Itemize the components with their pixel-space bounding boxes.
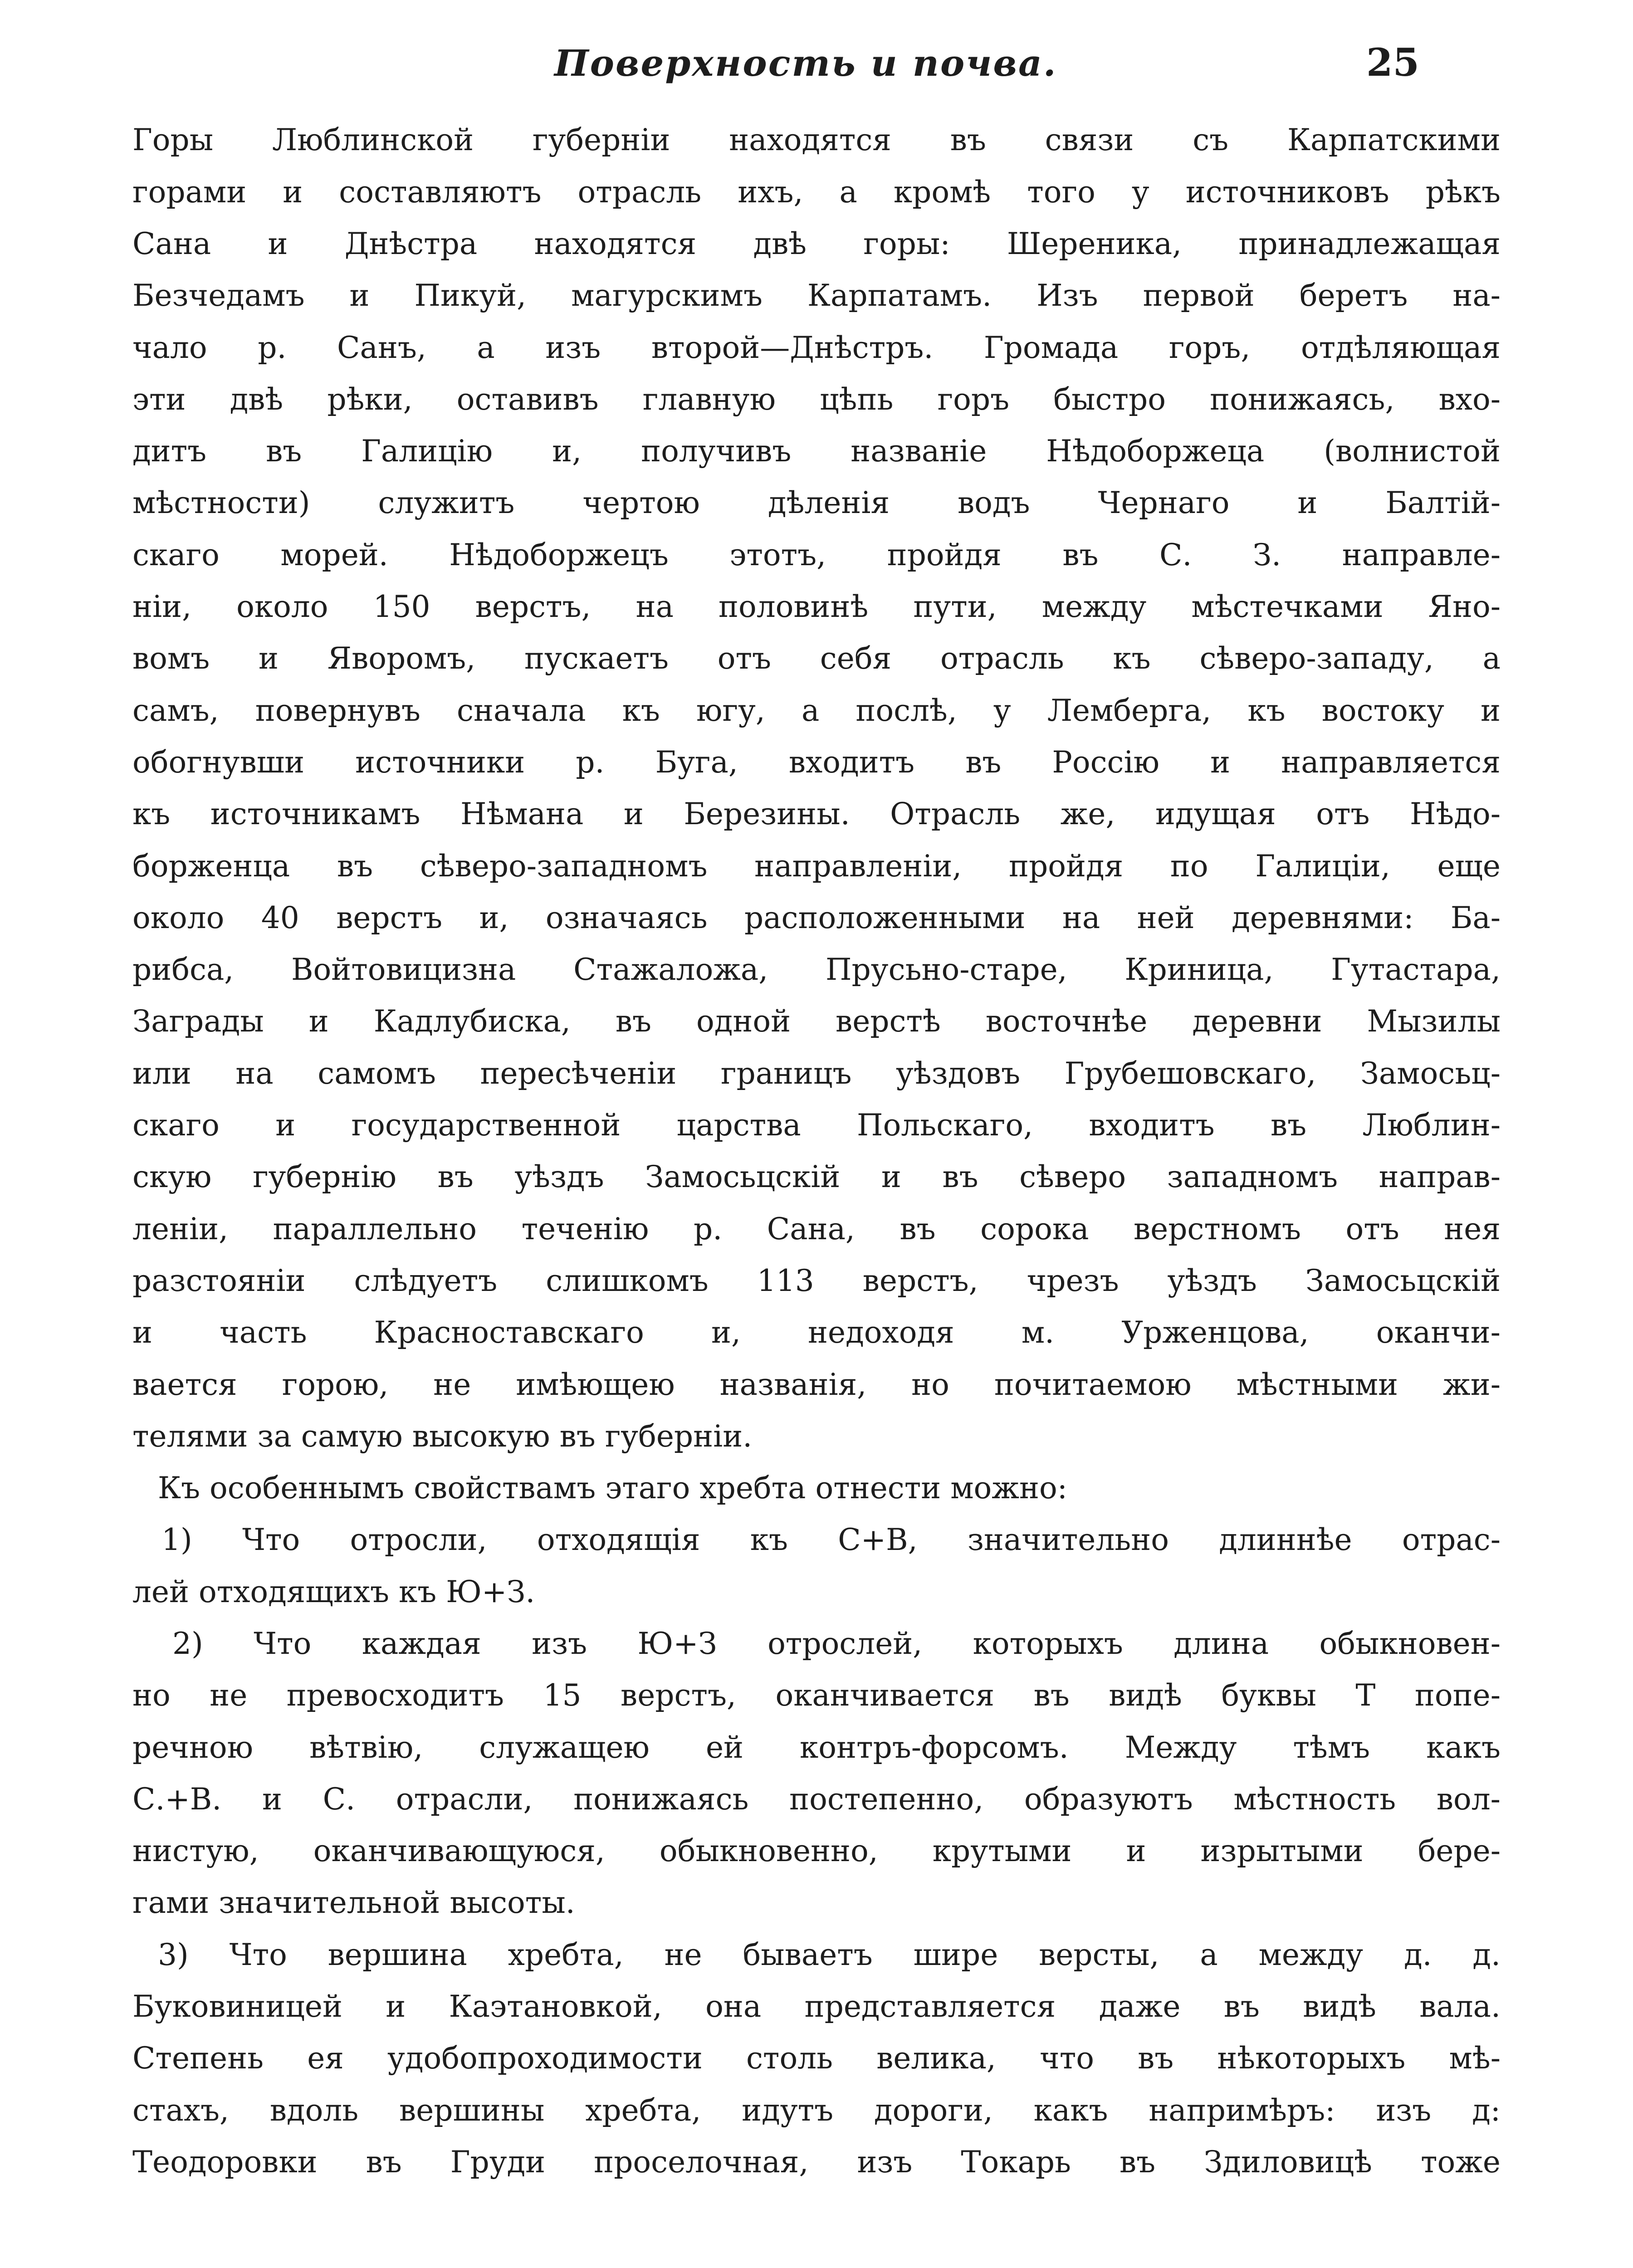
text-line: леніи, параллельно теченію р. Сана, въ сорока верстномъ отъ нея — [132, 1212, 1501, 1246]
text-line: скую губернію въ уѣздъ Замосьцскій и въ сѣверо западномъ направ- — [132, 1159, 1501, 1194]
text-line: самъ, повернувъ сначала къ югу, а послѣ, у Лемберга, къ востоку и — [132, 693, 1501, 728]
running-title: Поверхность и почва. — [554, 42, 1057, 84]
text-line: эти двѣ рѣки, оставивъ главную цѣпь горъ быстро понижаясь, вхо- — [132, 382, 1501, 417]
text-line: обогнувши источники р. Буга, входитъ въ Россію и направляется — [132, 745, 1501, 780]
text-line: Заграды и Кадлубиска, въ одной верстѣ восточнѣе деревни Мызилы — [132, 1004, 1501, 1039]
text-line: 3) Что вершина хребта, не бываетъ шире версты, а между д. д. — [158, 1937, 1501, 1972]
text-line: Буковиницей и Каэтановкой, она представляется даже въ видѣ вала. — [132, 1989, 1501, 2024]
text-line: гами значительной высоты. — [132, 1885, 575, 1920]
text-line: стахъ, вдоль вершины хребта, идутъ дороги, какъ напримѣръ: изъ д: — [132, 2093, 1501, 2128]
text-line: дитъ въ Галицію и, получивъ названіе Нѣдоборжеца (волнистой — [132, 434, 1501, 469]
text-line: 1) Что отросли, отходящія къ С+В, значительно длиннѣе отрас- — [161, 1522, 1501, 1557]
text-line: скаго и государственной царства Польскаго, входитъ въ Люблин- — [132, 1108, 1501, 1143]
text-line: рибса, Войтовицизна Стажаложа, Прусьно-старе, Криница, Гутастара, — [132, 952, 1501, 987]
text-line: лей отходящихъ къ Ю+З. — [132, 1574, 535, 1609]
text-line: 2) Что каждая изъ Ю+З отрослей, которыхъ длина обыкновен- — [172, 1626, 1501, 1661]
text-line: и часть Красноставскаго и, недоходя м. Урженцова, оканчи- — [132, 1315, 1501, 1350]
text-line: ніи, около 150 верстъ, на половинѣ пути, между мѣстечками Яно- — [132, 589, 1501, 624]
text-line: разстояніи слѣдуетъ слишкомъ 113 верстъ, чрезъ уѣздъ Замосьцскій — [132, 1263, 1501, 1298]
text-line: телями за самую высокую въ губерніи. — [132, 1419, 753, 1454]
text-line: Теодоровки въ Груди проселочная, изъ Токарь въ Здиловицѣ тоже — [132, 2145, 1501, 2180]
text-line: или на самомъ пересѣченіи границъ уѣздовъ Грубешовскаго, Замосьц- — [132, 1056, 1501, 1091]
text-line: къ источникамъ Нѣмана и Березины. Отрасль же, идущая отъ Нѣдо- — [132, 797, 1501, 831]
text-line: скаго морей. Нѣдоборжецъ этотъ, пройдя въ С. З. направле- — [132, 538, 1501, 572]
text-line: Безчедамъ и Пикуй, магурскимъ Карпатамъ. Изъ первой беретъ на- — [132, 278, 1501, 313]
text-line: около 40 верстъ и, означаясь расположенными на ней деревнями: Ба- — [132, 900, 1501, 935]
text-line: борженца въ сѣверо-западномъ направленіи, пройдя по Галиціи, еще — [132, 849, 1501, 884]
text-line: мѣстности) служитъ чертою дѣленія водъ Чернаго и Балтій- — [132, 485, 1501, 520]
text-line: Степень ея удобопроходимости столь велика, что въ нѣкоторыхъ мѣ- — [132, 2041, 1501, 2076]
text-line: горами и составляютъ отрасль ихъ, а кромѣ того у источниковъ рѣкъ — [132, 175, 1501, 210]
text-line: Къ особеннымъ свойствамъ этаго хребта отнести можно: — [158, 1471, 1067, 1505]
text-line: речною вѣтвію, служащею ей контръ-форсомъ. Между тѣмъ какъ — [132, 1730, 1501, 1765]
text-line: Сана и Днѣстра находятся двѣ горы: Шереника, принадлежащая — [132, 226, 1501, 261]
page-number: 25 — [1366, 40, 1419, 85]
text-line: чало р. Санъ, а изъ второй—Днѣстръ. Громада горъ, отдѣляющая — [132, 330, 1501, 365]
text-line: Горы Люблинской губерніи находятся въ связи съ Карпатскими — [132, 122, 1501, 157]
text-line: С.+В. и С. отрасли, понижаясь постепенно, образуютъ мѣстность вол- — [132, 1782, 1501, 1817]
text-line: вомъ и Яворомъ, пускаетъ отъ себя отрасль къ сѣверо-западу, а — [132, 641, 1501, 676]
text-line: но не превосходитъ 15 верстъ, оканчивается въ видѣ буквы Т попе- — [132, 1678, 1501, 1713]
text-line: вается горою, не имѣющею названія, но почитаемою мѣстными жи- — [132, 1367, 1501, 1402]
text-line: нистую, оканчивающуюся, обыкновенно, крутыми и изрытыми бере- — [132, 1833, 1501, 1868]
